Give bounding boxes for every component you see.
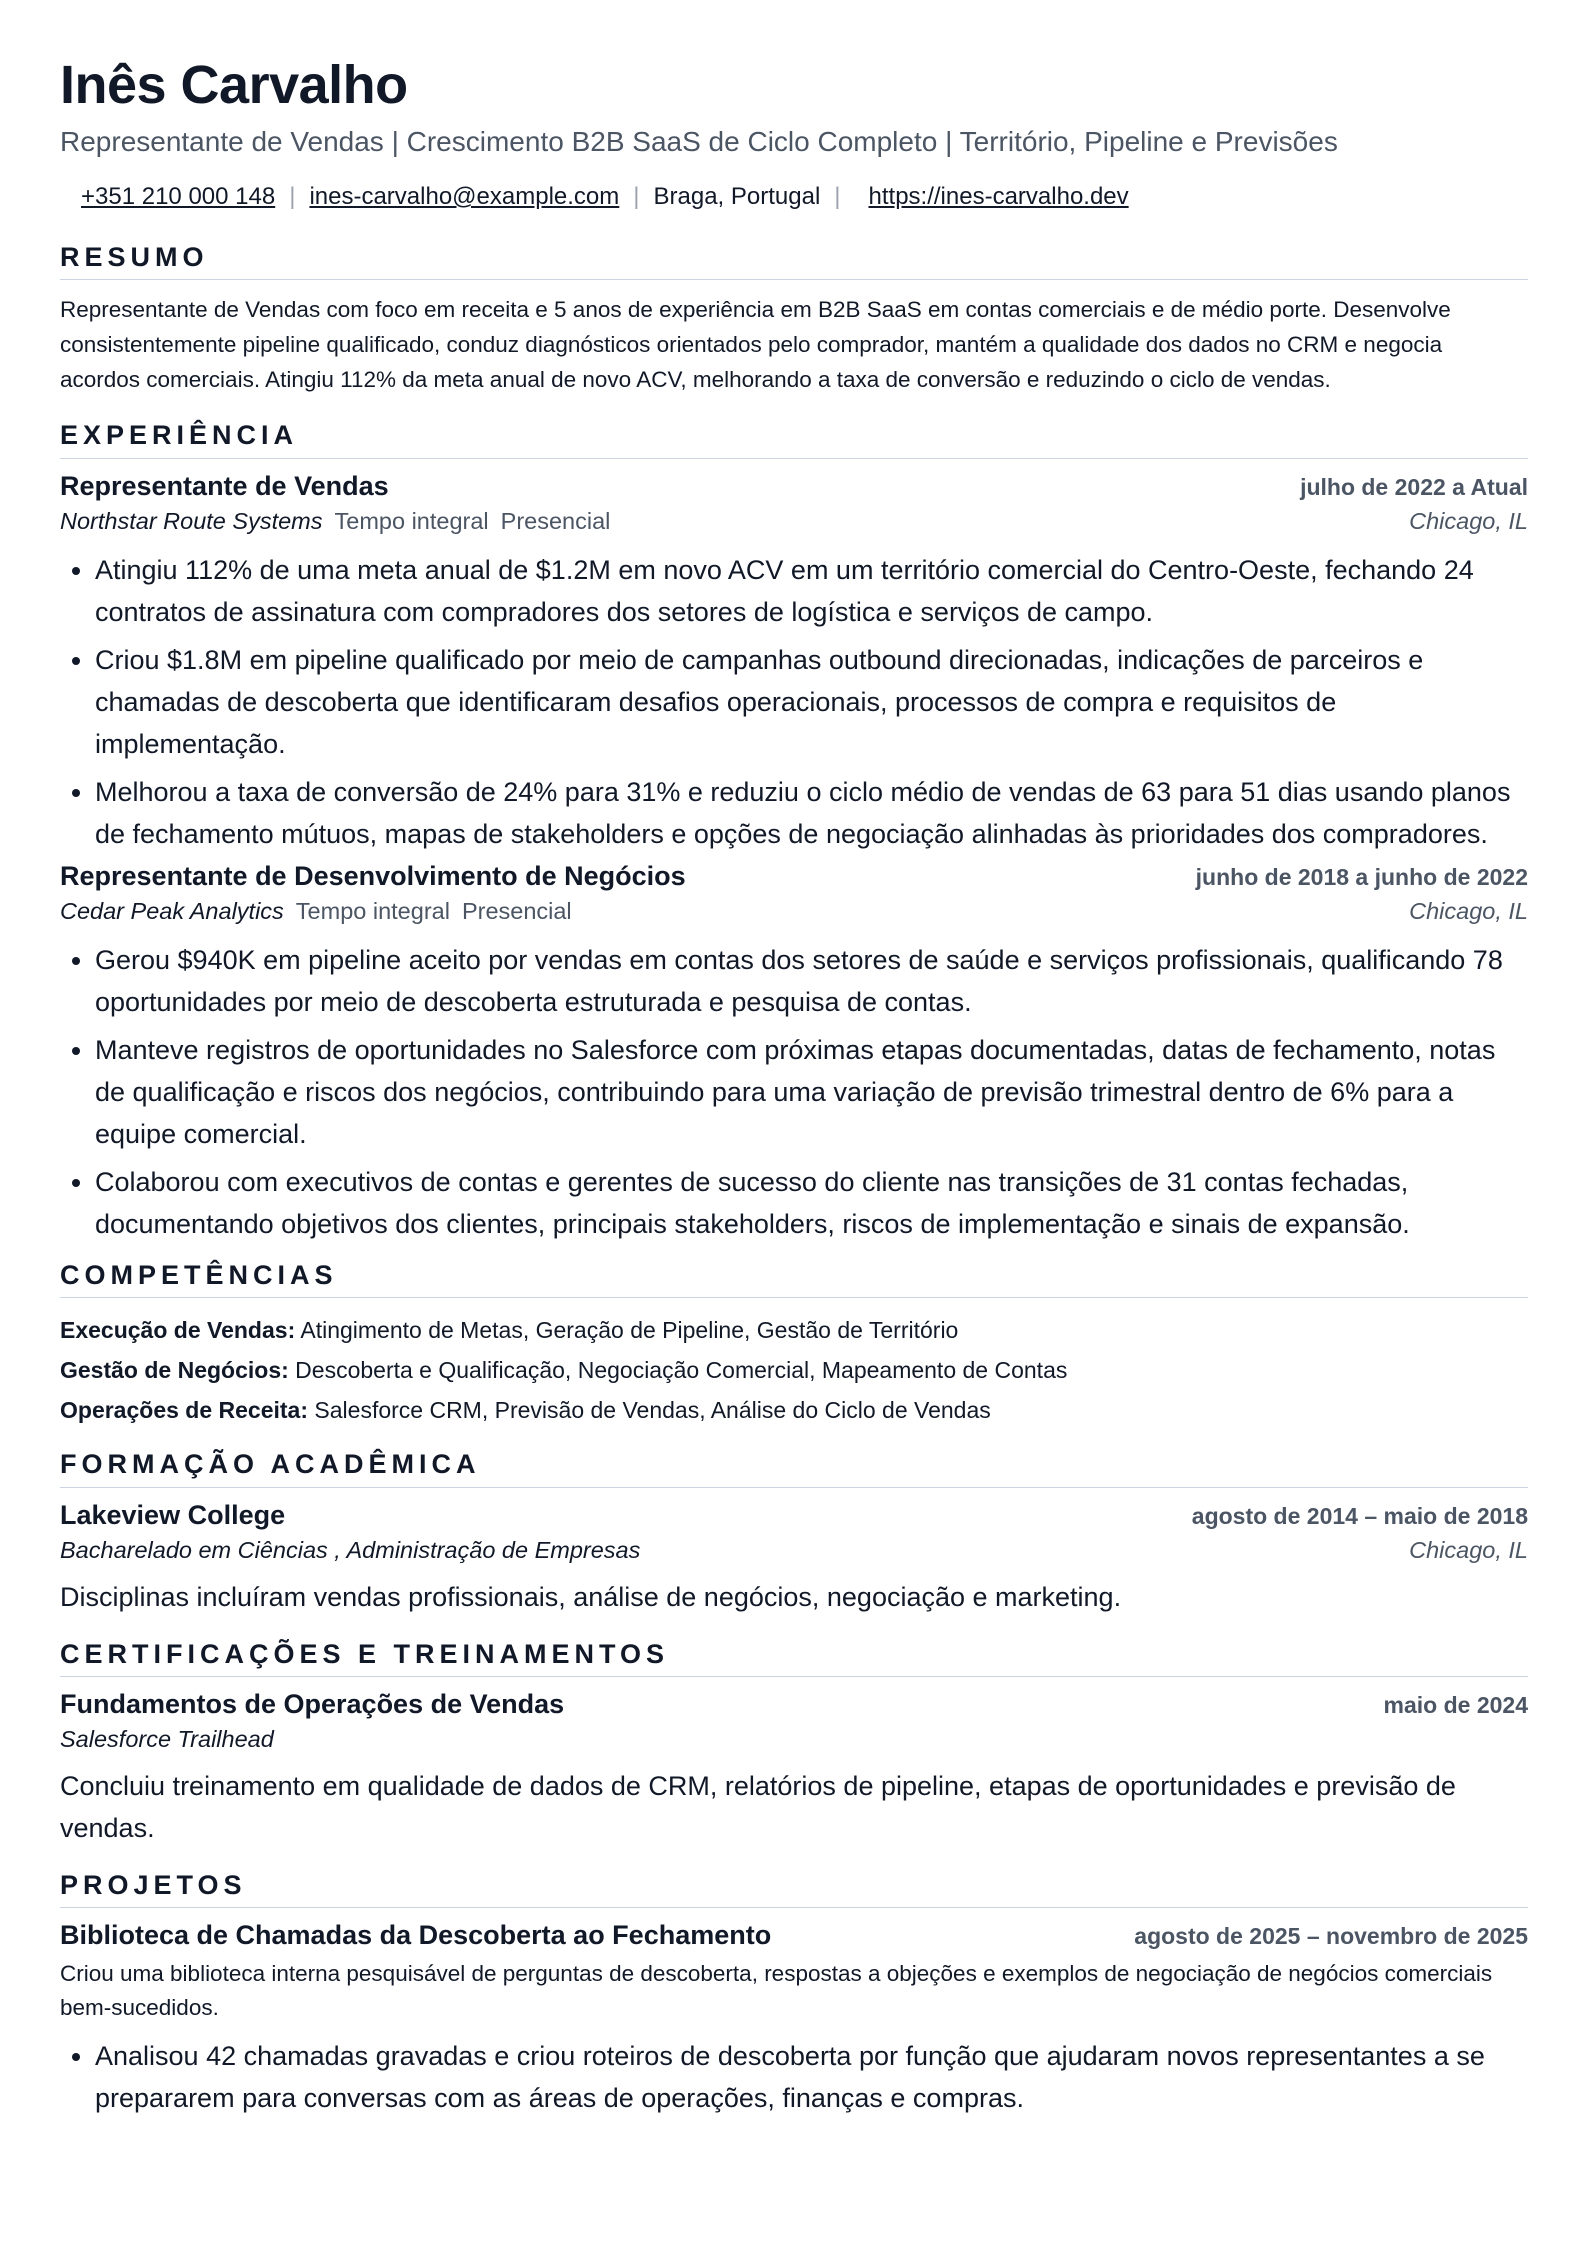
section-title-certifications: CERTIFICAÇÕES E TREINAMENTOS xyxy=(60,1638,1528,1677)
project-entry xyxy=(60,1920,1528,2119)
job-date: junho de 2018 a junho de 2022 xyxy=(1195,863,1528,890)
contact-line xyxy=(60,183,1528,211)
candidate-name: Inês Carvalho xyxy=(60,55,408,115)
job-location: Chicago, IL xyxy=(1409,507,1528,534)
bullet-item: • Colaborou com executivos de contas e gerentes de sucesso do cliente nas transições de 31 contas fechadas, documentando objetivos dos clientes, principais stakeholders, riscos de implementação e sinais de expansão. xyxy=(95,1161,1528,1245)
job-role: Representante de Desenvolvimento de Negócios xyxy=(60,860,686,891)
job-bullets xyxy=(60,549,1528,855)
projects-section xyxy=(60,1869,1528,2119)
contact-separator: | xyxy=(633,182,640,210)
job-entry xyxy=(60,471,1528,855)
website-link[interactable]: https://ines-carvalho.dev xyxy=(868,182,1129,210)
certification-date: maio de 2024 xyxy=(1383,1691,1528,1718)
bullet-item: • Atingiu 112% de uma meta anual de $1.2M em novo ACV em um território comercial do Centro-Oeste, fechando 24 contratos de assinatura com compradores dos setores de logística e serviços de campo. xyxy=(95,549,1528,633)
skills-label: Gestão de Negócios: xyxy=(60,1357,289,1384)
job-location: Chicago, IL xyxy=(1409,897,1528,924)
bullet-item: • Melhorou a taxa de conversão de 24% para 31% e reduziu o ciclo médio de vendas de 63 para 51 dias usando planos de fechamento mútuos, mapas de stakeholders e opções de negociação alinhadas às prioridades dos compradores. xyxy=(95,771,1528,855)
job-entry xyxy=(60,861,1528,1245)
job-bullets xyxy=(60,939,1528,1245)
certification-description: Concluiu treinamento em qualidade de dados de CRM, relatórios de pipeline, etapas de oportunidades e previsão de vendas. xyxy=(60,1770,1456,1843)
project-name: Biblioteca de Chamadas da Descoberta ao Fechamento xyxy=(60,1920,772,1951)
location-text: Braga, Portugal xyxy=(653,182,821,210)
section-title-experience: EXPERIÊNCIA xyxy=(60,419,1528,458)
job-type: Tempo integral xyxy=(295,897,450,924)
experience-section xyxy=(60,419,1528,1244)
contact-separator: | xyxy=(289,182,296,210)
skills-section xyxy=(60,1259,1528,1430)
job-mode: Presencial xyxy=(500,507,611,534)
degree: Bacharelado em Ciências , Administração de Empresas xyxy=(60,1536,641,1563)
summary-section xyxy=(60,241,1528,397)
job-mode: Presencial xyxy=(461,897,572,924)
job-company: Cedar Peak Analytics xyxy=(60,897,284,924)
skills-value: Atingimento de Metas, Geração de Pipeline, Gestão de Território xyxy=(300,1317,959,1344)
certification-entry xyxy=(60,1689,1528,1849)
section-title-skills: COMPETÊNCIAS xyxy=(60,1259,1528,1298)
bullet-item: • Manteve registros de oportunidades no Salesforce com próximas etapas documentadas, datas de fechamento, notas de qualificação e riscos dos negócios, contribuindo para uma variação de previsão trimestral dentro de 6% para a equipe comercial. xyxy=(95,1029,1528,1155)
section-title-education: FORMAÇÃO ACADÊMICA xyxy=(60,1448,1528,1487)
education-description: Disciplinas incluíram vendas profissionais, análise de negócios, negociação e marketing. xyxy=(60,1581,1122,1612)
skills-label: Execução de Vendas: xyxy=(60,1317,296,1344)
contact-separator: | xyxy=(834,182,841,210)
skills-row xyxy=(60,1350,1528,1390)
email-link[interactable]: ines-carvalho@example.com xyxy=(309,182,620,210)
summary-text: Representante de Vendas com foco em receita e 5 anos de experiência em B2B SaaS em contas comerciais e de médio porte. Desenvolve consistentemente pipeline qualificado, conduz diagnósticos orientados pelo comprador, mantém a qualidade dos dados no CRM e negocia acordos comerciais. Atingiu 112% da meta anual de novo ACV, melhorando a taxa de conversão e reduzindo o ciclo de vendas. xyxy=(60,297,1451,393)
education-entry xyxy=(60,1500,1528,1618)
job-role: Representante de Vendas xyxy=(60,470,389,501)
job-company: Northstar Route Systems xyxy=(60,507,323,534)
skills-row xyxy=(60,1310,1528,1350)
bullet-item: • Analisou 42 chamadas gravadas e criou roteiros de descoberta por função que ajudaram novos representantes a se prepararem para conversas com as áreas de operações, finanças e compras. xyxy=(95,2035,1528,2119)
skills-value: Salesforce CRM, Previsão de Vendas, Análise do Ciclo de Vendas xyxy=(314,1397,991,1424)
bullet-item: • Gerou $940K em pipeline aceito por vendas em contas dos setores de saúde e serviços profissionais, qualificando 78 oportunidades por meio de descoberta estruturada e pesquisa de contas. xyxy=(95,939,1528,1023)
project-bullets xyxy=(60,2035,1528,2119)
section-title-summary: RESUMO xyxy=(60,241,1528,280)
skills-label: Operações de Receita: xyxy=(60,1397,309,1424)
project-date: agosto de 2025 – novembro de 2025 xyxy=(1134,1923,1528,1950)
education-location: Chicago, IL xyxy=(1409,1536,1528,1563)
school-name: Lakeview College xyxy=(60,1499,286,1530)
skills-value: Descoberta e Qualificação, Negociação Comercial, Mapeamento de Contas xyxy=(295,1357,1068,1384)
education-section xyxy=(60,1448,1528,1617)
skills-row xyxy=(60,1390,1528,1430)
phone-link[interactable]: +351 210 000 148 xyxy=(81,182,276,210)
certification-issuer: Salesforce Trailhead xyxy=(60,1725,274,1752)
job-date: julho de 2022 a Atual xyxy=(1300,473,1528,500)
job-type: Tempo integral xyxy=(334,507,489,534)
certification-name: Fundamentos de Operações de Vendas xyxy=(60,1688,565,1719)
education-date: agosto de 2014 – maio de 2018 xyxy=(1191,1502,1528,1529)
section-title-projects: PROJETOS xyxy=(60,1869,1528,1908)
certifications-section xyxy=(60,1638,1528,1849)
project-description: Criou uma biblioteca interna pesquisável de perguntas de descoberta, respostas a objeções e exemplos de negociação de negócios comerciais bem-sucedidos. xyxy=(60,1961,1493,2021)
headline: Representante de Vendas | Crescimento B2B SaaS de Ciclo Completo | Território, Pipeline e Previsões xyxy=(60,126,1338,158)
bullet-item: • Criou $1.8M em pipeline qualificado por meio de campanhas outbound direcionadas, indicações de parceiros e chamadas de descoberta que identificaram desafios operacionais, processos de compra e requisitos de implementação. xyxy=(95,639,1528,765)
